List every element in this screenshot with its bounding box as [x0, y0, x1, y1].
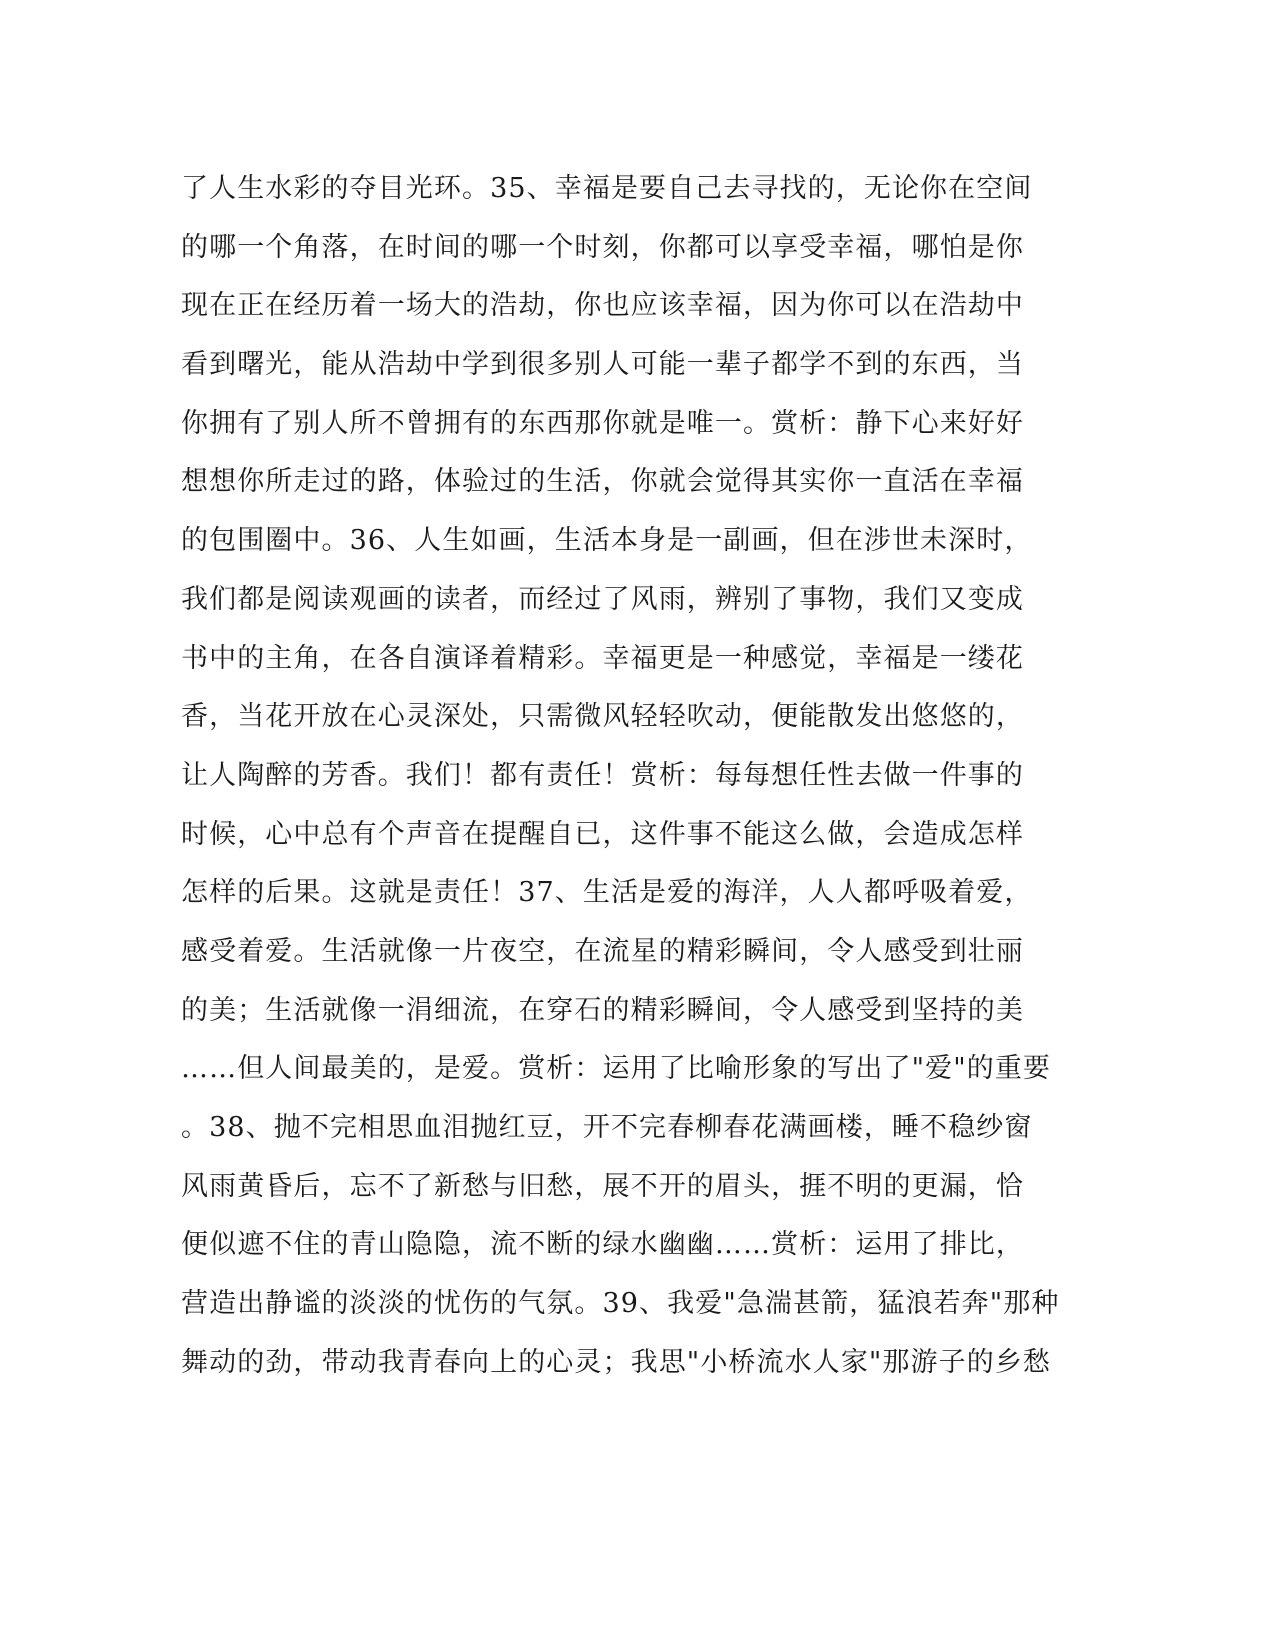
text-line: 的包围圈中。36、人生如画，生活本身是一副画，但在涉世未深时，: [181, 525, 1033, 557]
body-text: [181, 160, 1060, 1392]
text-line: 香，当花开放在心灵深处，只需微风轻轻吹动，便能散发出悠悠的，: [181, 701, 1024, 733]
text-line: 营造出静谧的淡淡的忧伤的气氛。39、我爱"急湍甚箭，猛浪若奔"那种: [181, 1288, 1060, 1320]
text-line: 感受着爱。生活就像一片夜空，在流星的精彩瞬间，令人感受到壮丽: [181, 935, 1024, 967]
text-line: 舞动的劲，带动我青春向上的心灵；我思"小桥流水人家"那游子的乡愁: [181, 1346, 1052, 1378]
text-line: 了人生水彩的夺目光环。35、幸福是要自己去寻找的，无论你在空间: [181, 173, 1033, 204]
text-line: 书中的主角，在各自演译着精彩。幸福更是一种感觉，幸福是一缕花: [181, 642, 1024, 674]
text-line: 看到曙光，能从浩劫中学到很多别人可能一辈子都学不到的东西，当: [181, 349, 1024, 381]
text-line: 你拥有了别人所不曾拥有的东西那你就是唯一。赏析：静下心来好好: [181, 407, 1024, 439]
text-line: 想想你所走过的路，体验过的生活，你就会觉得其实你一直活在幸福: [181, 466, 1024, 498]
text-line: 的美；生活就像一涓细流，在穿石的精彩瞬间，令人感受到坚持的美: [181, 994, 1024, 1026]
text-line: 我们都是阅读观画的读者，而经过了风雨，辨别了事物，我们又变成: [181, 583, 1024, 615]
text-line: 让人陶醉的芳香。我们！都有责任！赏析：每每想任性去做一件事的: [181, 759, 1024, 791]
text-line: 怎样的后果。这就是责任！37、生活是爱的海洋，人人都呼吸着爱，: [181, 877, 1033, 909]
text-line: ……但人间最美的，是爱。赏析：运用了比喻形象的写出了"爱"的重要: [181, 1053, 1052, 1085]
text-line: 风雨黄昏后，忘不了新愁与旧愁，展不开的眉头，捱不明的更漏，恰: [181, 1170, 1024, 1202]
text-line: 便似遮不住的青山隐隐，流不断的绿水幽幽……赏析：运用了排比，: [181, 1229, 1024, 1261]
text-line: 现在正在经历着一场大的浩劫，你也应该幸福，因为你可以在浩劫中: [181, 290, 1024, 322]
text-line: 的哪一个角落，在时间的哪一个时刻，你都可以享受幸福，哪怕是你: [181, 231, 1024, 263]
text-line: 时候，心中总有个声音在提醒自已，这件事不能这么做，会造成怎样: [181, 818, 1024, 850]
text-line: 。38、抛不完相思血泪抛红豆，开不完春柳春花满画楼，睡不稳纱窗: [181, 1112, 1033, 1143]
